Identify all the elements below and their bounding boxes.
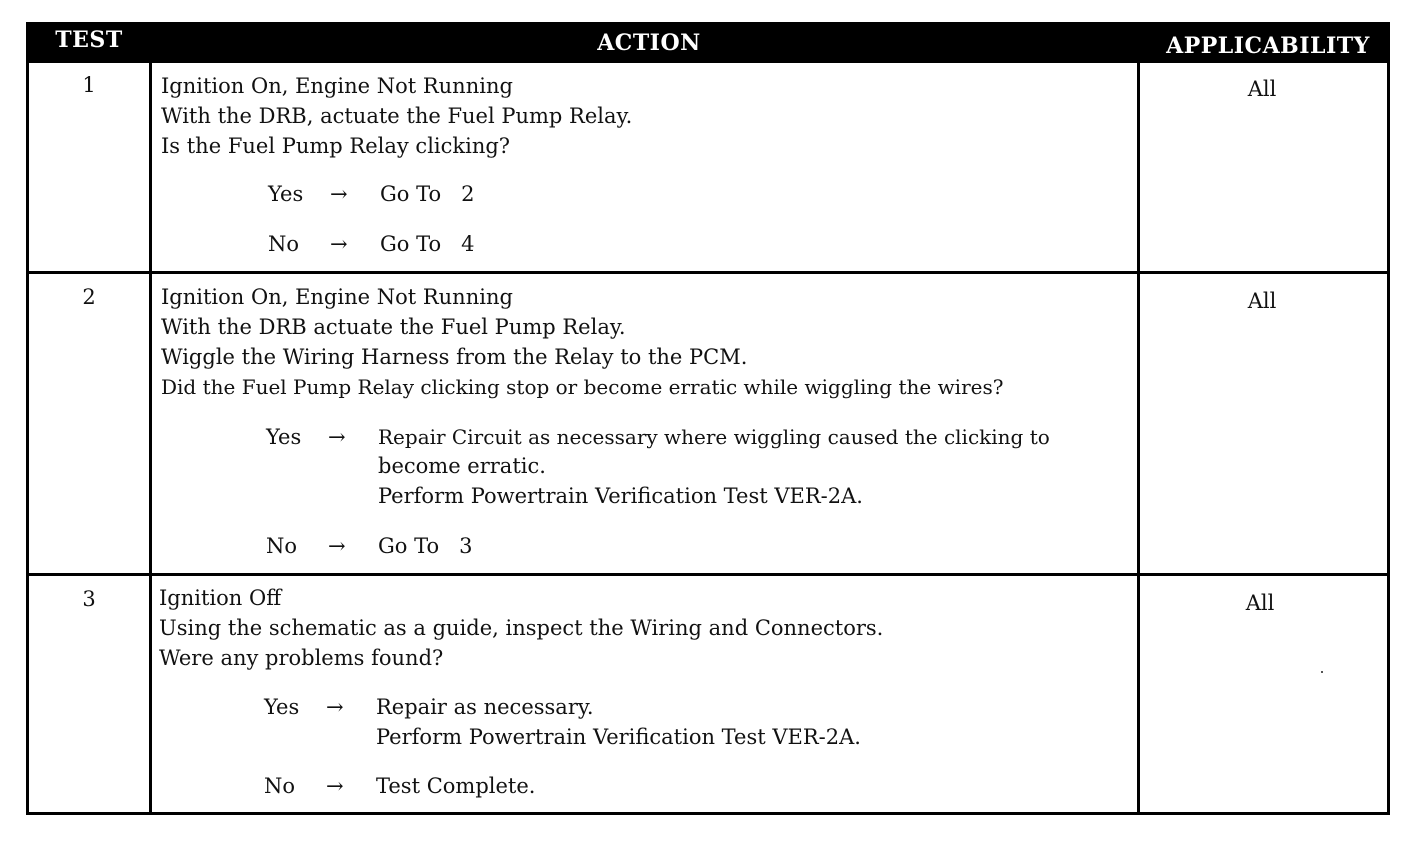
applicability-value: All: [1245, 591, 1275, 615]
column-divider-action: [1137, 63, 1140, 815]
no-result: Go To 4: [380, 232, 475, 256]
yes-result: Go To 2: [380, 182, 475, 206]
arrow-icon: →: [330, 232, 348, 256]
no-label: No: [266, 534, 298, 558]
no-result: Test Complete.: [376, 774, 536, 798]
arrow-icon: →: [326, 774, 344, 798]
arrow-icon: →: [328, 425, 346, 449]
yes-result-line: Repair Circuit as necessary where wiggling caused the clicking to: [378, 425, 1050, 449]
yes-result-line: Perform Powertrain Verification Test VER-2A.: [378, 484, 863, 508]
no-label: No: [264, 774, 296, 798]
row-divider-1: [29, 271, 1387, 274]
action-line: Were any problems found?: [159, 646, 444, 670]
no-label: No: [268, 232, 300, 256]
action-line: Is the Fuel Pump Relay clicking?: [161, 134, 511, 158]
test-number: 3: [82, 587, 96, 611]
row-divider-2: [29, 573, 1387, 576]
header-action: ACTION: [597, 30, 701, 56]
test-number: 1: [82, 73, 96, 97]
yes-result-line: Perform Powertrain Verification Test VER-2A.: [376, 725, 861, 749]
action-line: Ignition On, Engine Not Running: [161, 285, 513, 309]
action-line: With the DRB actuate the Fuel Pump Relay.: [161, 315, 626, 339]
applicability-value: All: [1247, 77, 1277, 101]
arrow-icon: →: [326, 695, 344, 719]
arrow-icon: →: [330, 182, 348, 206]
diagnostic-test-table: [26, 22, 1390, 815]
action-text: [161, 282, 1003, 402]
test-number: 2: [82, 285, 96, 309]
action-line: With the DRB, actuate the Fuel Pump Relay.: [161, 104, 633, 128]
action-text: [161, 71, 632, 161]
yes-label: Yes: [266, 425, 302, 449]
action-line: Wiggle the Wiring Harness from the Relay to the PCM.: [161, 345, 748, 369]
table-header: [29, 25, 1387, 63]
scan-speck: [1321, 671, 1323, 673]
no-result: Go To 3: [378, 534, 473, 558]
action-text: [159, 583, 883, 673]
action-line: Using the schematic as a guide, inspect the Wiring and Connectors.: [159, 616, 884, 640]
action-line: Did the Fuel Pump Relay clicking stop or become erratic while wiggling the wires?: [161, 375, 1004, 399]
action-line: Ignition Off: [159, 586, 282, 610]
action-line: Ignition On, Engine Not Running: [161, 74, 513, 98]
yes-result-line: become erratic.: [378, 454, 546, 478]
column-divider-test: [149, 63, 152, 815]
header-test: TEST: [55, 27, 123, 53]
header-applicability: APPLICABILITY: [1166, 33, 1370, 59]
applicability-value: All: [1247, 289, 1277, 313]
yes-label: Yes: [264, 695, 300, 719]
yes-result-line: Repair as necessary.: [376, 695, 594, 719]
yes-label: Yes: [268, 182, 304, 206]
arrow-icon: →: [328, 534, 346, 558]
